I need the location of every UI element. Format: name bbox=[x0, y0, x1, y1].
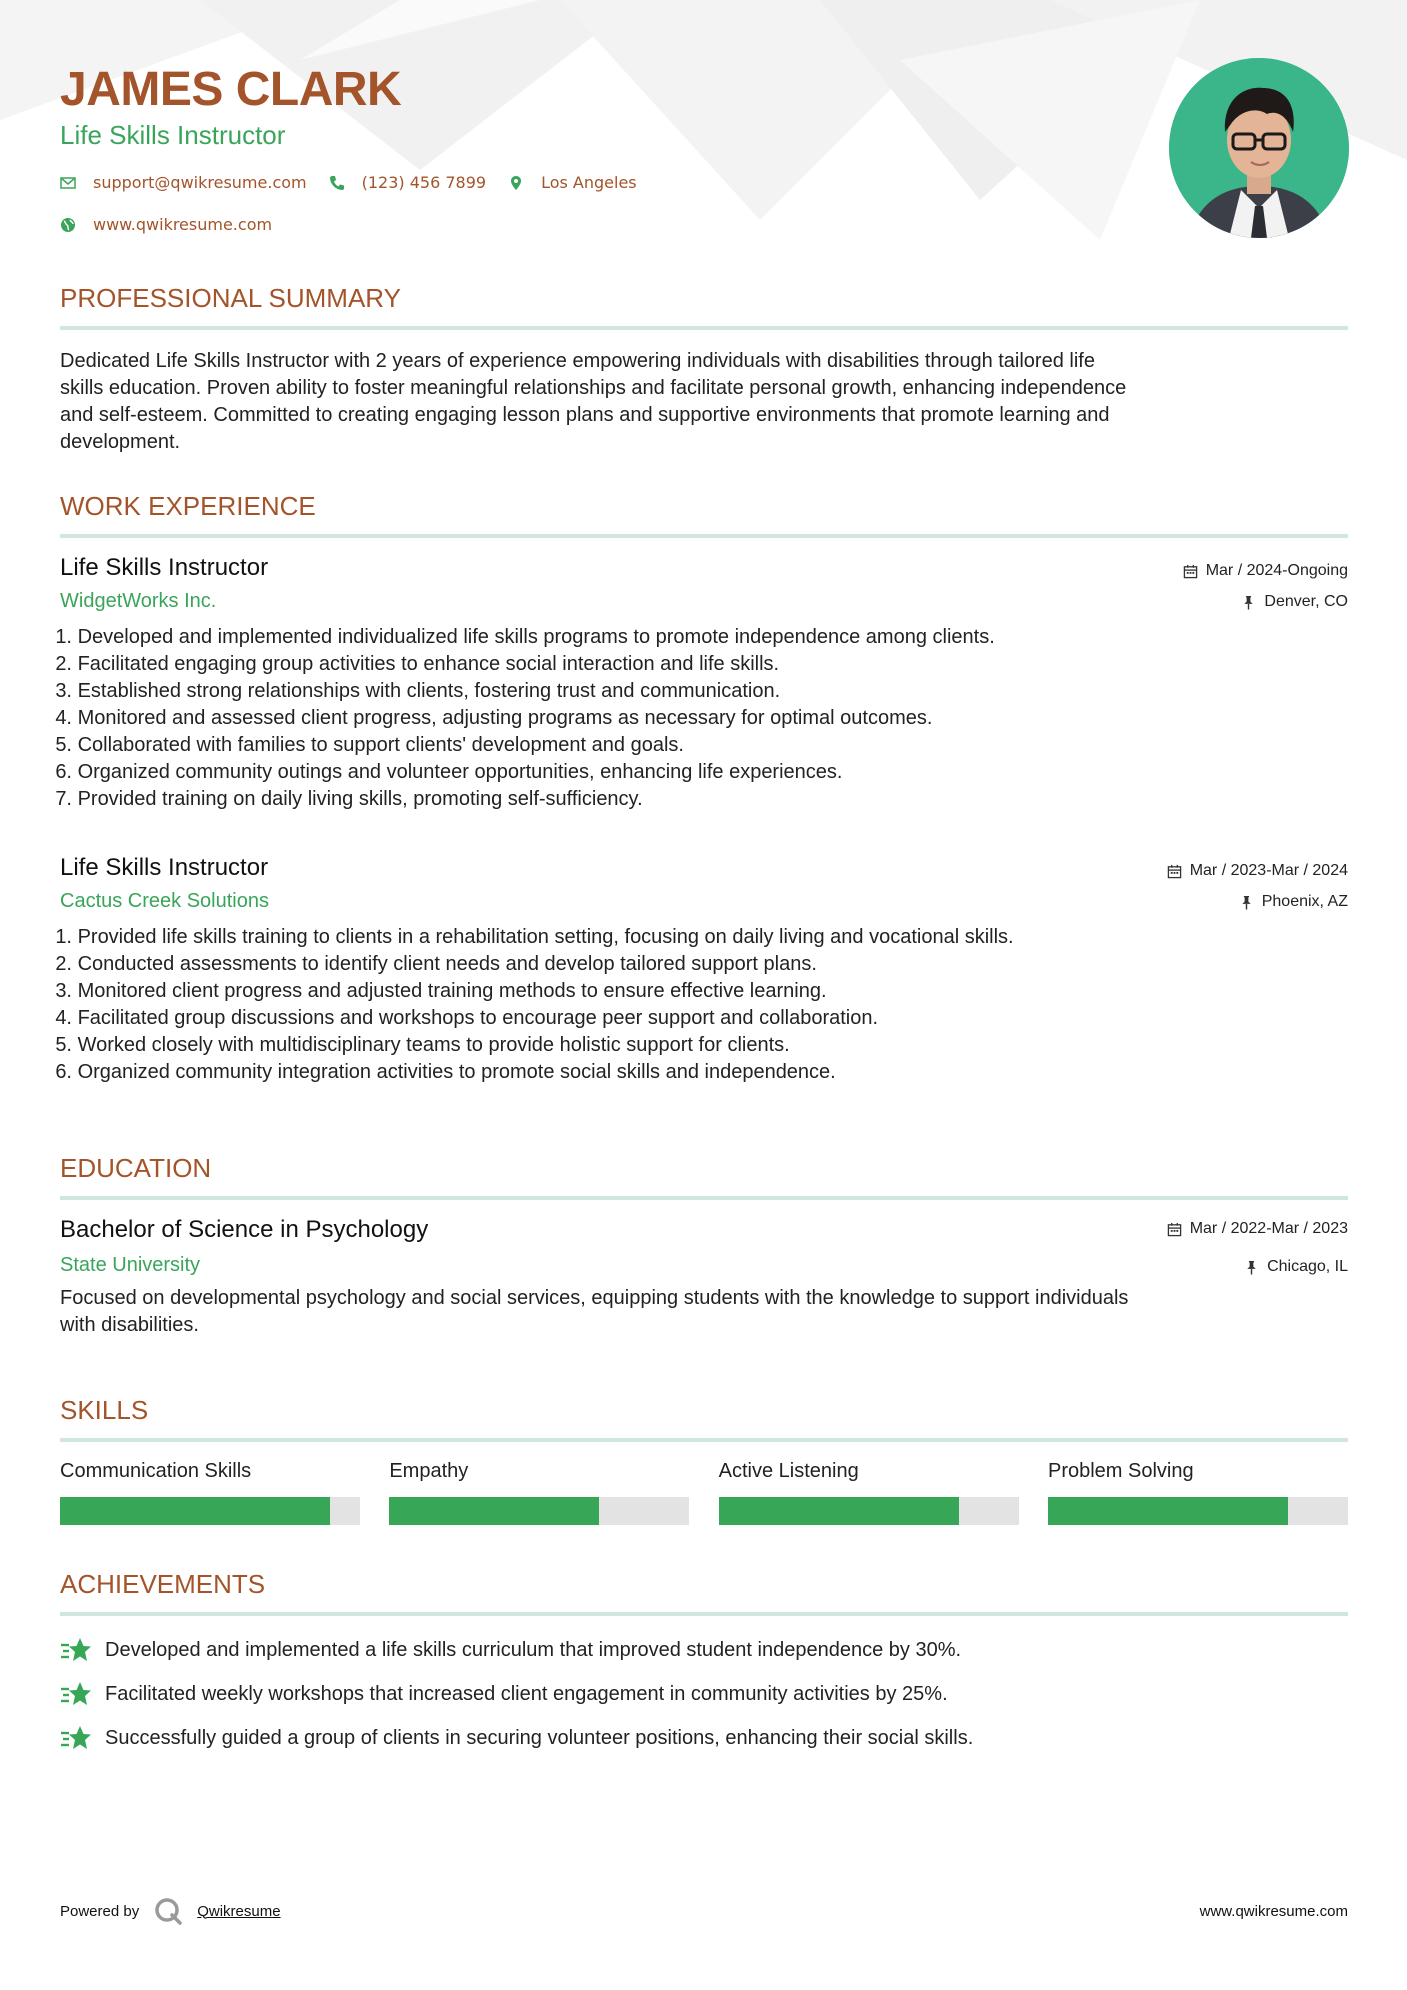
job-dates-text: Mar / 2024-Ongoing bbox=[1205, 562, 1348, 579]
phone-icon bbox=[329, 175, 345, 191]
degree-title: Bachelor of Science in Psychology bbox=[60, 1216, 429, 1243]
skills-section bbox=[60, 1395, 1348, 1525]
achievement-text: Successfully guided a group of clients in securing volunteer positions, enhancing their social skills. bbox=[105, 1726, 974, 1749]
star-award-icon bbox=[60, 1680, 92, 1708]
candidate-role: Life Skills Instructor bbox=[60, 120, 286, 150]
bullet-text: Developed and implemented individualized life skills programs to promote independence among clients. bbox=[77, 626, 995, 648]
list-item: 5. Worked closely with multidisciplinary teams to provide holistic support for clients. bbox=[55, 1034, 790, 1056]
list-item: 3. Monitored client progress and adjusted training methods to ensure effective learning. bbox=[55, 980, 827, 1002]
contact-phone[interactable] bbox=[329, 173, 486, 192]
education-dates-text: Mar / 2022-Mar / 2023 bbox=[1189, 1220, 1348, 1237]
section-divider bbox=[60, 326, 1348, 330]
education-section bbox=[60, 1153, 1348, 1339]
section-divider bbox=[60, 1438, 1348, 1442]
list-item: 1. Provided life skills training to clients in a rehabilitation setting, focusing on daily living and vocational skills. bbox=[55, 926, 1014, 948]
job-bullets bbox=[55, 924, 1348, 1086]
star-award-icon bbox=[60, 1724, 92, 1752]
skill-bar-fill bbox=[389, 1497, 599, 1525]
job-dates bbox=[1183, 562, 1348, 580]
job-entry bbox=[55, 854, 1348, 1124]
calendar-icon bbox=[1183, 564, 1198, 579]
skill-item bbox=[389, 1460, 689, 1525]
skill-item bbox=[60, 1460, 360, 1525]
powered-by-text: Powered by bbox=[60, 1902, 140, 1920]
list-item bbox=[60, 1672, 1348, 1716]
list-item: 5. Collaborated with families to support clients' development and goals. bbox=[55, 734, 684, 756]
bullet-text: Monitored and assessed client progress, adjusting programs as necessary for optimal outcomes. bbox=[77, 707, 933, 729]
pushpin-icon bbox=[1241, 595, 1256, 610]
list-item: 1. Developed and implemented individualized life skills programs to promote independence among clients. bbox=[55, 626, 995, 648]
skill-name: Communication Skills bbox=[60, 1460, 252, 1482]
skill-bar-fill bbox=[60, 1497, 330, 1525]
footer-website[interactable]: www.qwikresume.com bbox=[1199, 1902, 1348, 1920]
skill-bar bbox=[60, 1497, 360, 1525]
experience-section bbox=[55, 491, 1348, 1124]
job-dates bbox=[1167, 862, 1348, 880]
job-company: Cactus Creek Solutions bbox=[60, 890, 269, 912]
candidate-name: JAMES CLARK bbox=[60, 63, 402, 116]
skill-bar bbox=[719, 1497, 1019, 1525]
profile-photo bbox=[1169, 58, 1349, 238]
summary-title: PROFESSIONAL SUMMARY bbox=[60, 283, 401, 313]
achievement-text: Facilitated weekly workshops that increased client engagement in community activities by 25%. bbox=[105, 1682, 948, 1705]
skills-list bbox=[60, 1460, 1348, 1525]
skill-bar-fill bbox=[719, 1497, 959, 1525]
footer bbox=[60, 1896, 1348, 1926]
star-award-icon bbox=[60, 1636, 92, 1664]
skill-name: Empathy bbox=[389, 1460, 469, 1482]
bullet-text: Organized community integration activities to promote social skills and independence. bbox=[77, 1061, 836, 1083]
list-item: 4. Facilitated group discussions and workshops to encourage peer support and collaboration. bbox=[55, 1007, 879, 1029]
avatar-illustration bbox=[1169, 58, 1349, 238]
globe-icon bbox=[60, 217, 76, 233]
location-text: Los Angeles bbox=[541, 173, 637, 192]
job-location bbox=[1239, 893, 1348, 911]
bullet-text: Provided life skills training to clients in a rehabilitation setting, focusing on daily living and vocational skills. bbox=[77, 926, 1014, 948]
job-company: WidgetWorks Inc. bbox=[60, 590, 217, 612]
summary-line: Dedicated Life Skills Instructor with 2 years of experience empowering individuals with disabilities through tailored life bbox=[60, 350, 1095, 372]
achievements-section bbox=[60, 1569, 1348, 1760]
summary-line: development. bbox=[60, 431, 181, 453]
bullet-text: Facilitated engaging group activities to enhance social interaction and life skills. bbox=[77, 653, 780, 675]
education-line: Focused on developmental psychology and social services, equipping students with the knowledge to support individuals bbox=[60, 1287, 1129, 1309]
bullet-text: Facilitated group discussions and workshops to encourage peer support and collaboration. bbox=[77, 1007, 879, 1029]
qwikresume-logo-icon bbox=[153, 1896, 183, 1926]
list-item: 6. Organized community outings and volunteer opportunities, enhancing life experiences. bbox=[55, 761, 843, 783]
experience-title: WORK EXPERIENCE bbox=[60, 491, 316, 521]
job-dates-text: Mar / 2023-Mar / 2024 bbox=[1189, 862, 1348, 879]
list-item: 7. Provided training on daily living skills, promoting self-sufficiency. bbox=[55, 788, 643, 810]
email-text: support@qwikresume.com bbox=[93, 173, 307, 192]
list-item: 6. Organized community integration activities to promote social skills and independence. bbox=[55, 1061, 836, 1083]
pushpin-icon bbox=[1244, 1260, 1259, 1275]
contact-website[interactable] bbox=[60, 215, 272, 234]
summary-text bbox=[60, 348, 1348, 456]
summary-line: and self-esteem. Committed to creating engaging lesson plans and supportive environments that promote learning and bbox=[60, 404, 1110, 426]
website-text: www.qwikresume.com bbox=[93, 215, 273, 234]
list-item: 4. Monitored and assessed client progress, adjusting programs as necessary for optimal outcomes. bbox=[55, 707, 933, 729]
list-item bbox=[60, 1716, 1348, 1760]
list-item bbox=[60, 1628, 1348, 1672]
contact-row bbox=[60, 173, 659, 192]
bullet-text: Organized community outings and volunteer opportunities, enhancing life experiences. bbox=[77, 761, 843, 783]
section-divider bbox=[60, 534, 1348, 538]
contact-email[interactable] bbox=[60, 173, 307, 192]
calendar-icon bbox=[1167, 864, 1182, 879]
skill-bar bbox=[1048, 1497, 1348, 1525]
job-location-text: Phoenix, AZ bbox=[1261, 893, 1348, 910]
calendar-icon bbox=[1167, 1222, 1182, 1237]
education-dates bbox=[1167, 1220, 1348, 1238]
bullet-text: Monitored client progress and adjusted training methods to ensure effective learning. bbox=[77, 980, 827, 1002]
job-title: Life Skills Instructor bbox=[60, 554, 269, 581]
bullet-text: Provided training on daily living skills, promoting self-sufficiency. bbox=[77, 788, 643, 810]
achievement-text: Developed and implemented a life skills curriculum that improved student independence by 30%. bbox=[105, 1638, 962, 1661]
bullet-text: Conducted assessments to identify client needs and develop tailored support plans. bbox=[77, 953, 817, 975]
job-title: Life Skills Instructor bbox=[60, 854, 269, 881]
contact-row-web bbox=[60, 215, 294, 234]
brand-link[interactable]: Qwikresume bbox=[197, 1902, 281, 1920]
summary-line: skills education. Proven ability to foster meaningful relationships and facilitate personal growth, enhancing independence bbox=[60, 377, 1127, 399]
job-bullets bbox=[55, 624, 1348, 813]
map-pin-icon bbox=[508, 175, 524, 191]
bullet-text: Established strong relationships with clients, fostering trust and communication. bbox=[77, 680, 781, 702]
job-location-text: Denver, CO bbox=[1264, 593, 1348, 610]
list-item: 2. Facilitated engaging group activities to enhance social interaction and life skills. bbox=[55, 653, 780, 675]
list-item: 2. Conducted assessments to identify client needs and develop tailored support plans. bbox=[55, 953, 817, 975]
skill-item bbox=[719, 1460, 1019, 1525]
phone-text: (123) 456 7899 bbox=[361, 173, 487, 192]
summary-section bbox=[60, 283, 1348, 456]
education-description bbox=[60, 1285, 1348, 1339]
job-location bbox=[1241, 593, 1348, 611]
education-location-text: Chicago, IL bbox=[1267, 1258, 1348, 1275]
education-entry bbox=[60, 1216, 1348, 1339]
skill-item bbox=[1048, 1460, 1348, 1525]
section-divider bbox=[60, 1196, 1348, 1200]
skill-name: Active Listening bbox=[718, 1460, 859, 1482]
skills-title: SKILLS bbox=[60, 1395, 149, 1425]
list-item: 3. Established strong relationships with clients, fostering trust and communication. bbox=[55, 680, 781, 702]
job-entry bbox=[55, 554, 1348, 854]
skill-bar bbox=[389, 1497, 689, 1525]
contact-location bbox=[508, 173, 637, 192]
pushpin-icon bbox=[1239, 895, 1254, 910]
education-location bbox=[1244, 1258, 1348, 1276]
section-divider bbox=[60, 1612, 1348, 1616]
envelope-icon bbox=[60, 175, 76, 191]
education-line: with disabilities. bbox=[60, 1314, 199, 1336]
bullet-text: Worked closely with multidisciplinary teams to provide holistic support for clients. bbox=[77, 1034, 790, 1056]
bullet-text: Collaborated with families to support clients' development and goals. bbox=[77, 734, 684, 756]
achievements-list bbox=[60, 1628, 1348, 1760]
achievements-title: ACHIEVEMENTS bbox=[60, 1569, 266, 1599]
skill-bar-fill bbox=[1048, 1497, 1288, 1525]
skill-name: Problem Solving bbox=[1047, 1460, 1194, 1482]
school-name: State University bbox=[60, 1254, 201, 1276]
education-title: EDUCATION bbox=[60, 1153, 212, 1183]
